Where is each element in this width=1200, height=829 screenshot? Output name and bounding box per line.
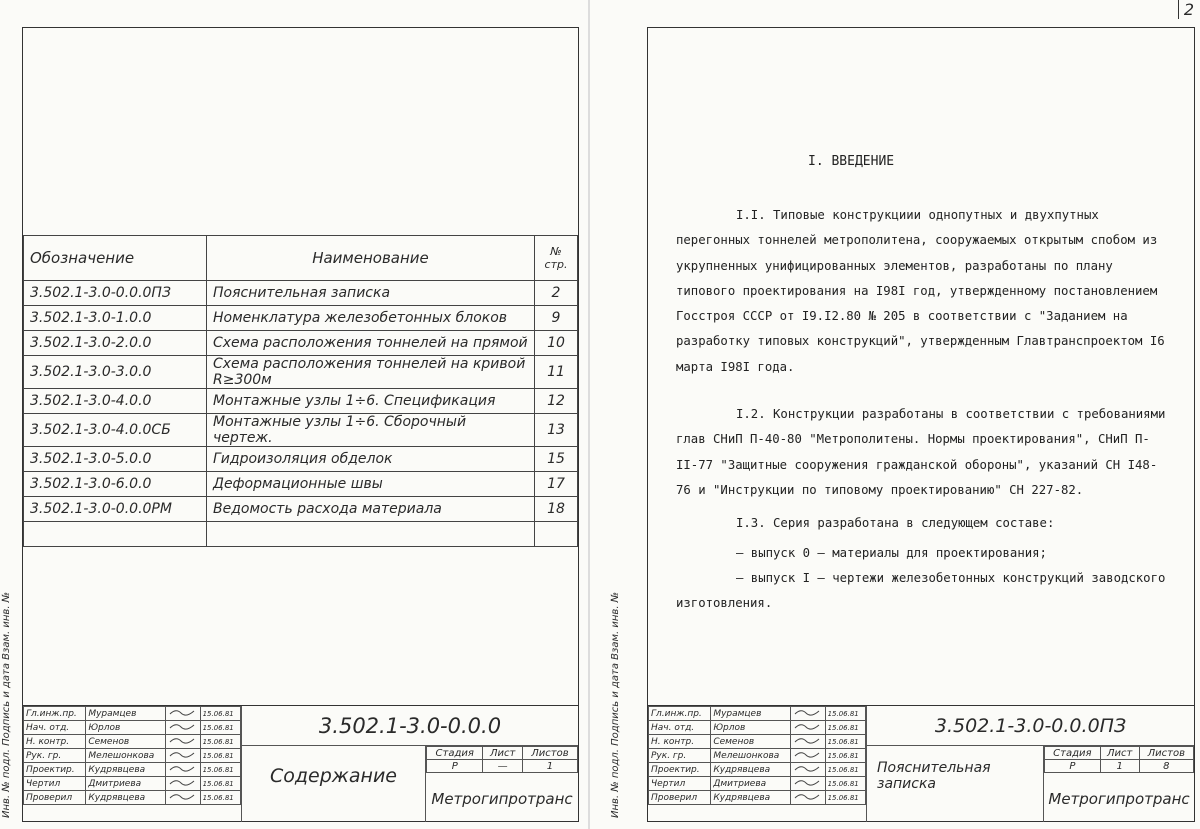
row-page: 11 [535, 356, 578, 389]
signer-date: 15.06.81 [825, 791, 865, 805]
contents-table [23, 235, 578, 547]
table-row [24, 281, 578, 306]
row-page: 18 [535, 497, 578, 522]
left-sheet [1, 27, 579, 822]
signer-row [649, 735, 866, 749]
paragraph-1-1: I.I. Типовые конструкциии однопутных и двухпутных перегонных тоннелей метрополитена, сооружаемых открытым спобом из укрупненных унифицированных элементов, разработаны по плану типового проектирования на I98I год, утвержденному постановлением Госстроя СССР от I9.I2.80 № 205 в соответствии с "Заданием на разработку типовых конструкций", утвержденным Главтранспроектом I6 марта I98I года. [676, 208, 1165, 374]
signer-name: Кудрявцева [711, 791, 790, 805]
signer-date: 15.06.81 [200, 791, 240, 805]
row-page: 13 [535, 414, 578, 447]
signer-row [24, 777, 241, 791]
signer-role: Проектир. [649, 763, 711, 777]
signer-row [24, 707, 241, 721]
signer-role: Гл.инж.пр. [24, 707, 86, 721]
paragraph-1-3: I.3. Серия разработана в следующем составе: [736, 516, 1055, 531]
signature [790, 707, 825, 721]
table-row [24, 414, 578, 447]
signer-date: 15.06.81 [825, 749, 865, 763]
signature [165, 749, 200, 763]
signer-role: Проверил [24, 791, 86, 805]
table-row [24, 306, 578, 331]
signature [790, 777, 825, 791]
table-row [24, 497, 578, 522]
signer-row [649, 777, 866, 791]
row-code: 3.502.1-3.0-4.0.0СБ [24, 414, 207, 447]
row-name: Схема расположения тоннелей на прямой [207, 331, 535, 356]
signer-row [649, 707, 866, 721]
signer-date: 15.06.81 [200, 707, 240, 721]
signer-role: Проектир. [24, 763, 86, 777]
row-code: 3.502.1-3.0-5.0.0 [24, 447, 207, 472]
right-stage-table: Стадия Лист Листов Р 1 8 [1044, 746, 1194, 773]
signer-row [649, 791, 866, 805]
table-row [24, 389, 578, 414]
signer-date: 15.06.81 [200, 721, 240, 735]
signer-date: 15.06.81 [825, 777, 865, 791]
signer-name: Кудрявцева [86, 791, 165, 805]
row-name: Гидроизоляция обделок [207, 447, 535, 472]
row-name: Монтажные узлы 1÷6. Спецификация [207, 389, 535, 414]
signer-role: Чертил [649, 777, 711, 791]
page-number: 2 [1178, 0, 1194, 19]
row-page: 10 [535, 331, 578, 356]
row-code: 3.502.1-3.0-1.0.0 [24, 306, 207, 331]
signer-row [24, 749, 241, 763]
signer-row [24, 721, 241, 735]
right-signers-table [648, 706, 866, 805]
paragraph-1-2: I.2. Конструкции разработаны в соответствии с требованиями глав СНиП П-40-80 "Метрополитены. Нормы проектирования", СНиП П-II-77 "Защитные сооружения гражданской обороны", указаний СН I48-76 и "Инструкции по типовому проектированию" СН 227-82. [676, 407, 1166, 497]
signer-role: Рук. гр. [649, 749, 711, 763]
table-row-empty [24, 522, 578, 547]
row-name: Пояснительная записка [207, 281, 535, 306]
list-item-issue-1: – выпуск I – чертежи железобетонных конструкций заводского изготовления. [676, 570, 1166, 611]
signer-role: Рук. гр. [24, 749, 86, 763]
signer-name: Мелешонкова [86, 749, 165, 763]
signer-role: Нач. отд. [649, 721, 711, 735]
signer-row [24, 791, 241, 805]
signer-role: Н. контр. [649, 735, 711, 749]
left-titleblock-org: Метрогипротранс [431, 790, 573, 808]
row-name: Номенклатура железобетонных блоков [207, 306, 535, 331]
signer-date: 15.06.81 [825, 721, 865, 735]
row-code: 3.502.1-3.0-0.0.0ПЗ [24, 281, 207, 306]
signer-date: 15.06.81 [825, 707, 865, 721]
left-titleblock-title: Содержание [241, 746, 426, 822]
row-name: Деформационные швы [207, 472, 535, 497]
signature [790, 791, 825, 805]
right-side-stamp: Инв. № подл. Подпись и дата Взам. инв. № [610, 591, 621, 818]
signer-name: Юрлов [711, 721, 790, 735]
table-row [24, 356, 578, 389]
row-code: 3.502.1-3.0-2.0.0 [24, 331, 207, 356]
signer-role: Нач. отд. [24, 721, 86, 735]
signer-name: Дмитриева [86, 777, 165, 791]
row-name: Ведомость расхода материала [207, 497, 535, 522]
signer-row [649, 721, 866, 735]
left-titleblock-code: 3.502.1-3.0-0.0.0 [241, 706, 578, 746]
signer-name: Кудрявцева [711, 763, 790, 777]
signature [165, 791, 200, 805]
row-page: 12 [535, 389, 578, 414]
row-code: 3.502.1-3.0-0.0.0РМ [24, 497, 207, 522]
col-page: № стр. [535, 236, 578, 281]
signature [165, 763, 200, 777]
signer-row [24, 763, 241, 777]
signer-name: Мурамцев [86, 707, 165, 721]
row-code: 3.502.1-3.0-4.0.0 [24, 389, 207, 414]
row-page: 9 [535, 306, 578, 331]
signer-name: Семенов [86, 735, 165, 749]
row-page: 2 [535, 281, 578, 306]
intro-text [676, 203, 1171, 616]
col-name: Наименование [207, 236, 535, 281]
signer-name: Семенов [711, 735, 790, 749]
signature [165, 721, 200, 735]
row-name: Схема расположения тоннелей на кривой R≥300м [207, 356, 535, 389]
signature [790, 735, 825, 749]
table-row [24, 447, 578, 472]
table-row [24, 472, 578, 497]
signer-name: Мурамцев [711, 707, 790, 721]
signer-row [649, 749, 866, 763]
signer-role: Гл.инж.пр. [649, 707, 711, 721]
signer-date: 15.06.81 [200, 735, 240, 749]
signer-role: Проверил [649, 791, 711, 805]
right-sheet [610, 27, 1195, 822]
row-page: 15 [535, 447, 578, 472]
list-item-issue-0: – выпуск 0 – материалы для проектирования; [736, 545, 1047, 560]
right-titleblock-title: Пояснительная записка [866, 746, 1044, 822]
signer-date: 15.06.81 [825, 763, 865, 777]
row-code: 3.502.1-3.0-3.0.0 [24, 356, 207, 389]
signer-name: Дмитриева [711, 777, 790, 791]
signer-name: Юрлов [86, 721, 165, 735]
signature [165, 735, 200, 749]
signer-row [649, 763, 866, 777]
signer-date: 15.06.81 [825, 735, 865, 749]
signature [790, 763, 825, 777]
left-side-stamp: Инв. № подл. Подпись и дата Взам. инв. № [1, 591, 12, 818]
signature [165, 777, 200, 791]
table-row [24, 331, 578, 356]
row-code: 3.502.1-3.0-6.0.0 [24, 472, 207, 497]
signer-name: Кудрявцева [86, 763, 165, 777]
right-titleblock-code: 3.502.1-3.0-0.0.0ПЗ [866, 706, 1194, 746]
signature [790, 721, 825, 735]
signer-role: Чертил [24, 777, 86, 791]
row-page: 17 [535, 472, 578, 497]
signer-date: 15.06.81 [200, 763, 240, 777]
signer-date: 15.06.81 [200, 777, 240, 791]
left-titleblock [23, 705, 578, 822]
left-stage-table: Стадия Лист Листов Р — 1 [426, 746, 578, 773]
signature [165, 707, 200, 721]
col-designation: Обозначение [24, 236, 207, 281]
page-divider [588, 0, 590, 829]
signer-date: 15.06.81 [200, 749, 240, 763]
left-signers-table [23, 706, 241, 805]
intro-heading: I. ВВЕДЕНИЕ [808, 154, 895, 169]
signature [790, 749, 825, 763]
signer-row [24, 735, 241, 749]
right-titleblock [648, 705, 1194, 822]
signer-name: Мелешонкова [711, 749, 790, 763]
signer-role: Н. контр. [24, 735, 86, 749]
right-titleblock-org: Метрогипротранс [1048, 790, 1190, 808]
row-name: Монтажные узлы 1÷6. Сборочный чертеж. [207, 414, 535, 447]
